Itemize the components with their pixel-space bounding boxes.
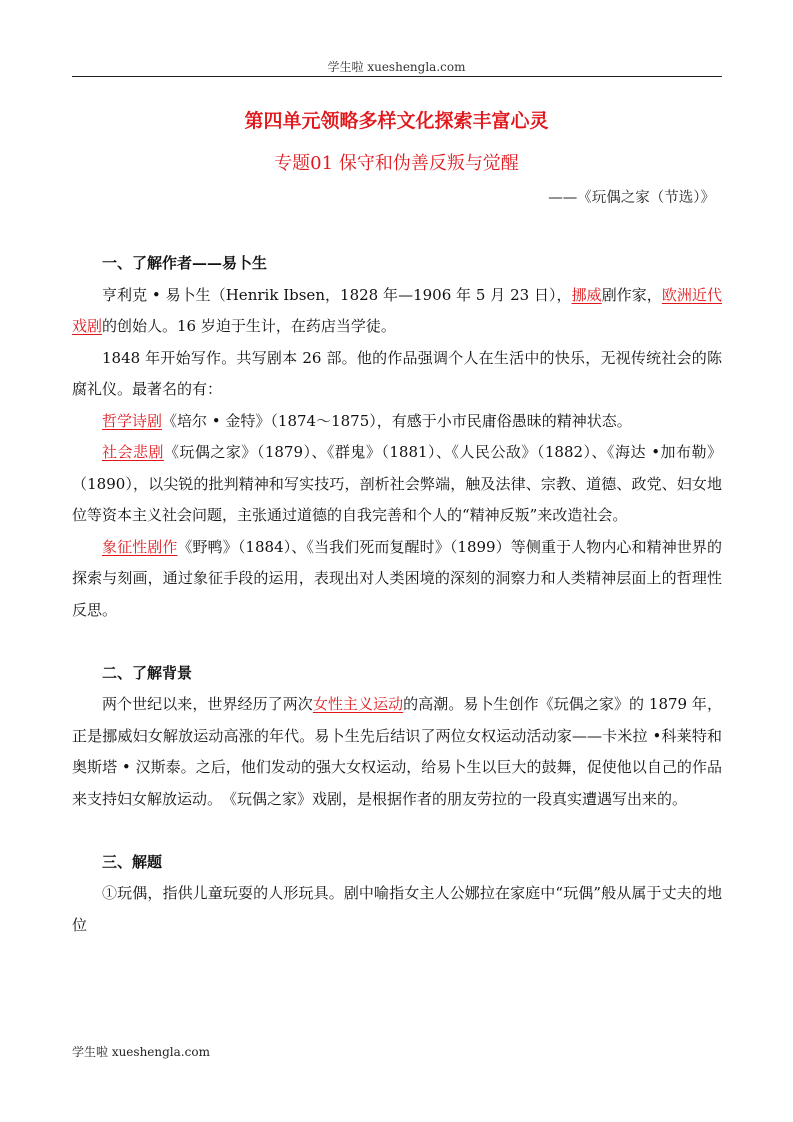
section-heading-title-explanation: 三、解题 xyxy=(102,852,163,871)
topic-subtitle: 专题01 保守和伪善反叛与觉醒 xyxy=(274,153,519,174)
spacer xyxy=(72,815,722,847)
source-work: ——《玩偶之家（节选）》 xyxy=(548,190,715,206)
text-run: 《野鸭》（1884）、《当我们死而复醒时》（1899）等侧重于人物内心和精神世界的探索与刻画，通过象征手段的运用，表现出对人类困境的深刻的洞察力和人类精神层面上的哲理性反思。 xyxy=(72,537,722,619)
page-footer: 学生啦 xueshengla.com xyxy=(72,1045,210,1059)
link-social-tragedy[interactable]: 社会悲剧 xyxy=(102,443,164,461)
unit-title: 第四单元领略多样文化探索丰富心灵 xyxy=(244,110,549,132)
link-norway[interactable]: 挪威 xyxy=(571,285,602,304)
spacer xyxy=(72,626,722,658)
link-symbolic-drama[interactable]: 象征性剧作 xyxy=(102,537,178,556)
page-header: 学生啦 xueshengla.com xyxy=(327,60,466,74)
text-run: 的创始人。16 岁迫于生计，在药店当学徒。 xyxy=(102,317,396,335)
title-explanation-paragraph: ①玩偶，指供儿童玩耍的人形玩具。剧中喻指女主人公娜拉在家庭中“玩偶”般从属于丈夫的地位 xyxy=(72,884,722,934)
writing-paragraph: 1848 年开始写作。共写剧本 26 部。他的作品强调个人在生活中的快乐，无视传统社会的陈腐礼仪。最著名的有： xyxy=(72,348,722,398)
social-tragedy-paragraph xyxy=(72,437,722,532)
author-paragraph xyxy=(72,280,722,343)
philosophical-drama-paragraph xyxy=(72,406,722,438)
link-modern-drama[interactable]: 欧洲近代戏剧 xyxy=(72,285,722,335)
header-divider xyxy=(72,76,722,77)
text-run: 《培尔 • 金特》（1874～1875），有感于小市民庸俗愚昧的精神状态。 xyxy=(162,411,632,430)
background-paragraph xyxy=(72,689,722,815)
section-heading-background: 二、了解背景 xyxy=(102,663,193,682)
text-run: 两个世纪以来，世界经历了两次 xyxy=(102,695,313,713)
text-run: 剧作家， xyxy=(601,285,662,304)
symbolic-drama-paragraph xyxy=(72,532,722,627)
section-heading-author: 一、了解作者——易卜生 xyxy=(102,254,268,272)
text-run: 亨利克 • 易卜生（Henrik Ibsen，1828 年—1906 年 5 月 23 日）， xyxy=(102,285,572,304)
document-body xyxy=(72,248,722,941)
link-feminist-movement[interactable]: 女性主义运动 xyxy=(312,695,404,713)
text-run: 的高潮。易卜生创作《玩偶之家》的 1879 年，正是挪威妇女解放运动高涨的年代。易卜生先后结识了两位女权运动活动家——卡米拉 •科莱特和奥斯塔 • 汉斯泰。之后，他们发动的强大女权运动，给易卜生以巨大的鼓舞，促使他以自己的作品来支持妇女解放运动。 《玩偶之家》戏剧，是根据作者的朋友劳拉的一段真实遭遇写出来的。 xyxy=(72,695,722,808)
text-run: 《玩偶之家》（1879）、《群鬼》（1881）、《人民公敌》（1882）、《海达 •加布勒》（1890），以尖锐的批判精神和写实技巧，剖析社会弊端，触及法律、宗教、道德、政党、妇女地位等资本主义社会问题，主张通过道德的自我完善和个人的“精神反叛”来改造社会。 xyxy=(72,443,722,524)
link-philosophical-drama[interactable]: 哲学诗剧 xyxy=(102,411,163,430)
